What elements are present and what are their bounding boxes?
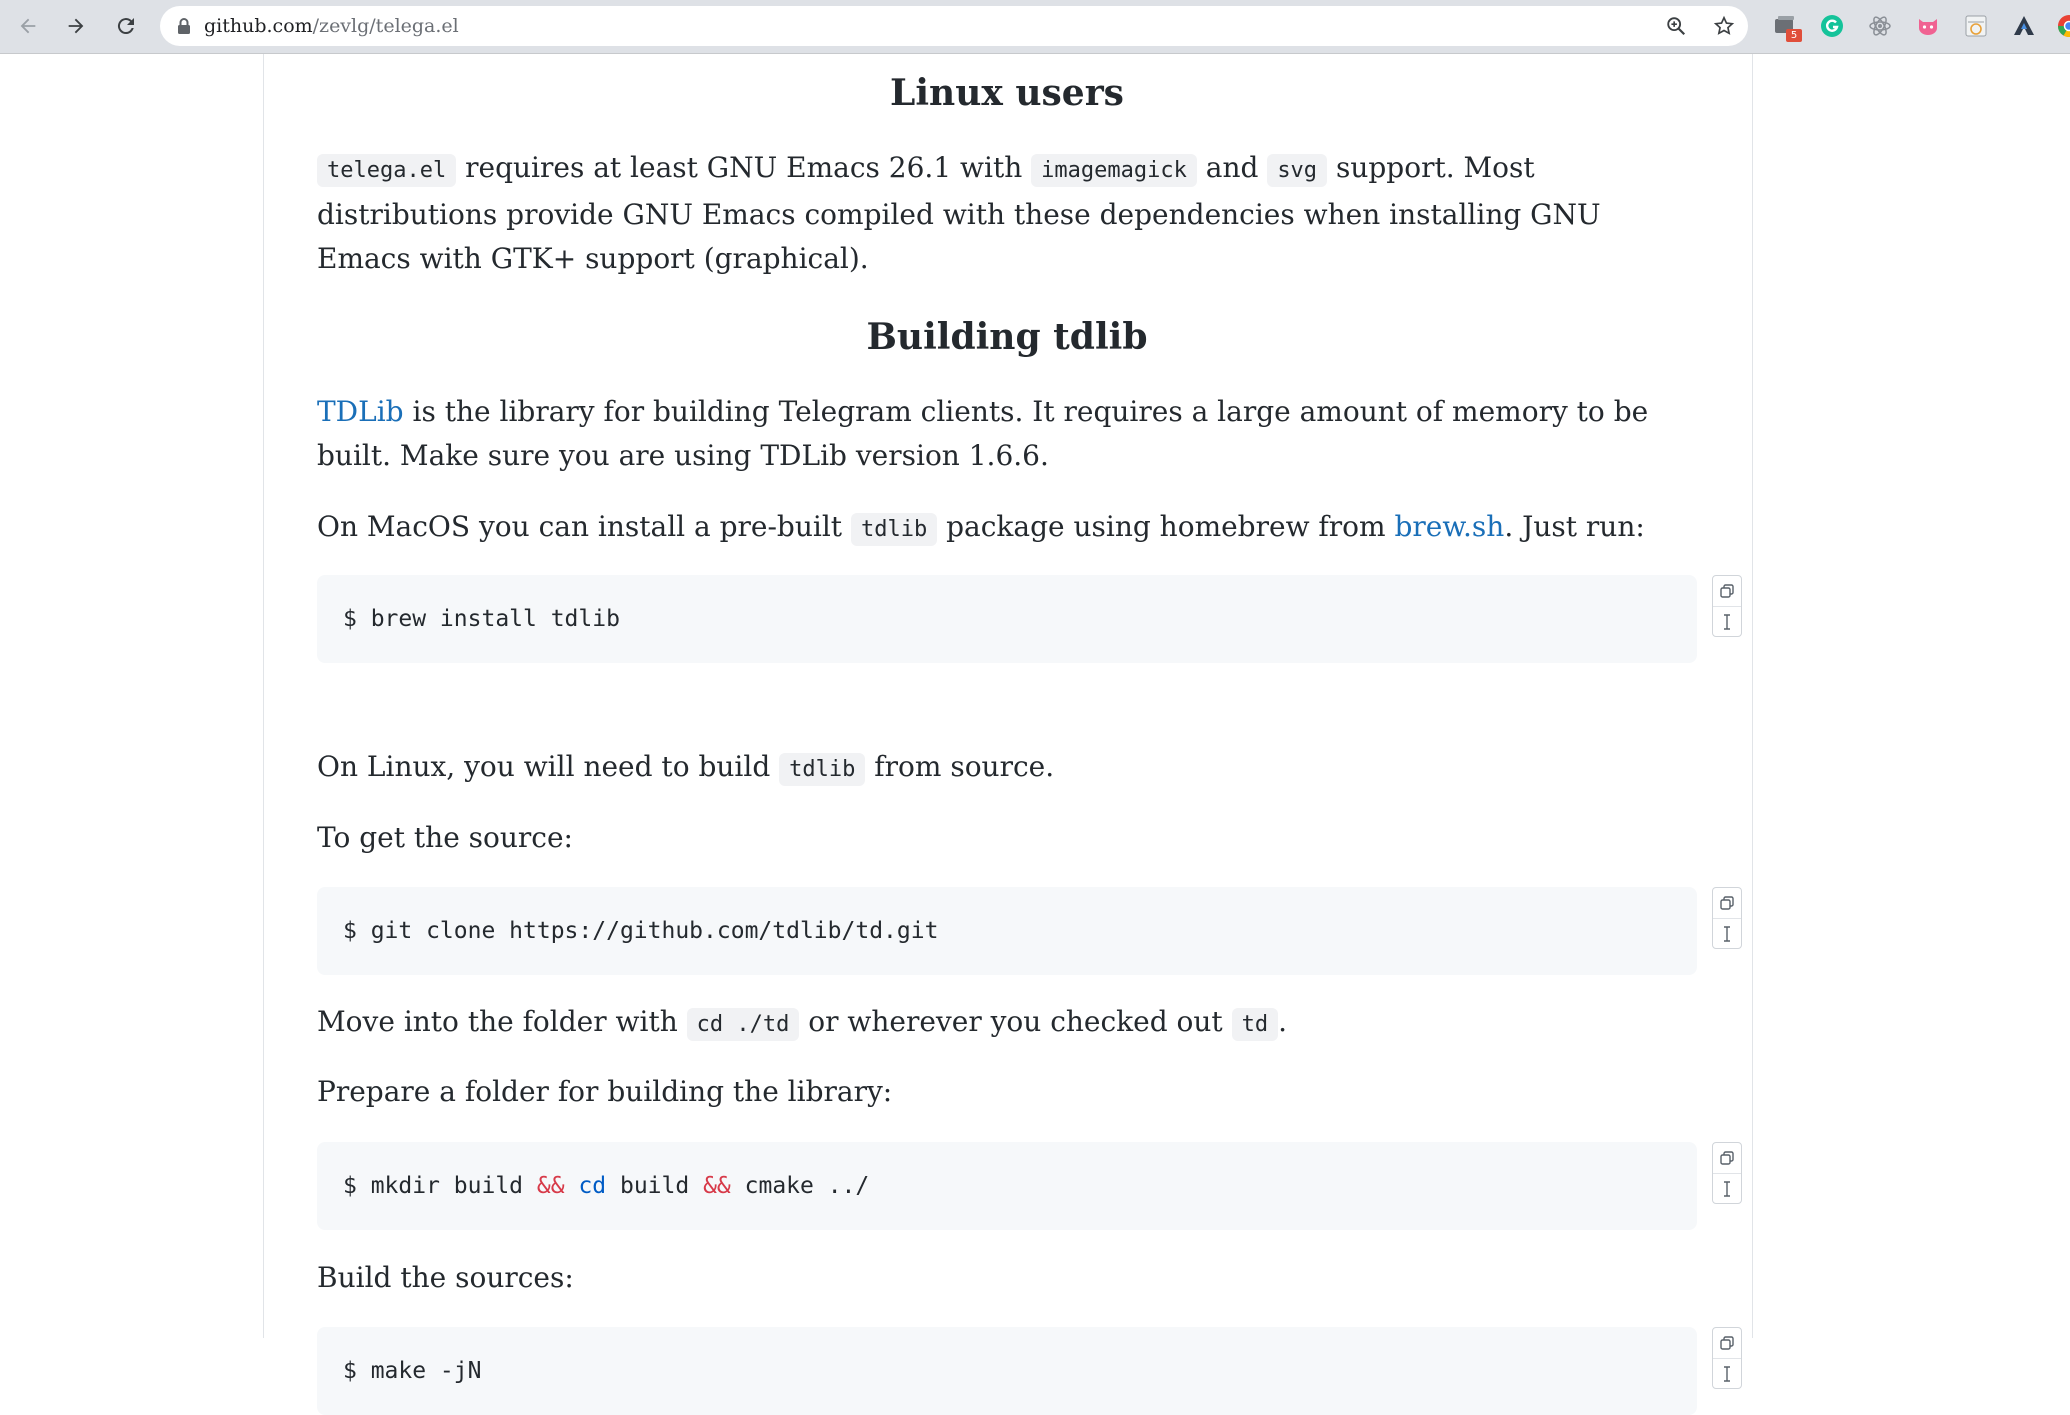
copy-button[interactable] — [1713, 1143, 1741, 1173]
paragraph-prepare-folder: Prepare a folder for building the library: — [317, 1070, 1697, 1114]
code-tools-3 — [1712, 1142, 1742, 1204]
code-block-make[interactable] — [317, 1327, 1697, 1415]
lock-icon — [176, 17, 192, 35]
text: package using homebrew from — [937, 510, 1394, 543]
code-token: $ mkdir build — [343, 1173, 537, 1199]
text-cursor-icon — [1721, 926, 1733, 942]
reload-icon — [114, 14, 138, 38]
copy-button[interactable] — [1713, 1328, 1741, 1358]
paragraph-build-sources: Build the sources: — [317, 1256, 1697, 1300]
text: and — [1197, 151, 1267, 184]
code-token: cmake ../ — [731, 1173, 869, 1199]
tdlib-link[interactable]: TDLib — [317, 395, 404, 428]
arrow-right-icon — [65, 15, 87, 37]
extension-tabs-button[interactable] — [1770, 11, 1800, 41]
inline-code-imagemagick: imagemagick — [1031, 154, 1197, 187]
code-text: $ brew install tdlib — [343, 606, 620, 632]
code-operator: && — [537, 1173, 565, 1199]
reload-button[interactable] — [106, 6, 146, 46]
select-text-button[interactable] — [1713, 1358, 1741, 1389]
content-border-right — [1752, 54, 1753, 1338]
browser-toolbar — [0, 0, 2070, 54]
text-cursor-icon — [1721, 1181, 1733, 1197]
extension-unix-button[interactable] — [1961, 11, 1991, 41]
forward-button[interactable] — [56, 6, 96, 46]
extension-chrome-button[interactable] — [2054, 11, 2070, 41]
inline-code-svg: svg — [1267, 154, 1327, 187]
zoom-icon — [1665, 15, 1687, 37]
url-text — [204, 15, 459, 37]
copy-icon — [1719, 1335, 1735, 1351]
extension-react-button[interactable] — [1865, 11, 1895, 41]
text: . — [1278, 1005, 1287, 1038]
text-cursor-icon — [1721, 1366, 1733, 1382]
back-button[interactable] — [8, 6, 48, 46]
copy-button[interactable] — [1713, 576, 1741, 606]
grammarly-icon — [1819, 13, 1845, 39]
code-text: $ git clone https://github.com/tdlib/td.git — [343, 918, 938, 944]
code-text: $ make -jN — [343, 1358, 481, 1384]
bookmark-star-button[interactable] — [1704, 6, 1744, 46]
heading-building-tdlib: Building tdlib — [317, 316, 1697, 358]
code-tools-1 — [1712, 575, 1742, 637]
paragraph-emacs-requirements — [317, 146, 1697, 281]
text: . Just run: — [1504, 510, 1644, 543]
paragraph-tdlib-intro — [317, 390, 1697, 478]
text: or wherever you checked out — [799, 1005, 1231, 1038]
chrome-icon — [2056, 13, 2070, 39]
unix-time-icon — [1963, 13, 1989, 39]
react-icon — [1867, 13, 1893, 39]
extension-octocat-button[interactable] — [1913, 11, 1943, 41]
extension-badge: 5 — [1786, 29, 1802, 42]
code-block-mkdir[interactable] — [317, 1142, 1697, 1230]
copy-icon — [1719, 895, 1735, 911]
inline-code-tdlib: tdlib — [851, 513, 937, 546]
url-path: /zevlg/telega.el — [313, 15, 459, 37]
extension-grammarly-button[interactable] — [1817, 11, 1847, 41]
text: Move into the folder with — [317, 1005, 687, 1038]
text: On Linux, you will need to build — [317, 750, 779, 783]
octocat-icon — [1915, 13, 1941, 39]
code-token — [565, 1173, 579, 1199]
inline-code-cd-td: cd ./td — [687, 1008, 800, 1041]
code-tools-2 — [1712, 887, 1742, 949]
text: is the library for building Telegram clients. It requires a large amount of memory to be built. Make sure you are using TDLib version 1.6.6. — [317, 395, 1648, 472]
text-cursor-icon — [1721, 614, 1733, 630]
code-tools-4 — [1712, 1327, 1742, 1389]
code-operator: && — [703, 1173, 731, 1199]
star-icon — [1713, 15, 1735, 37]
paragraph-get-source: To get the source: — [317, 816, 1697, 860]
select-text-button[interactable] — [1713, 606, 1741, 637]
extension-a-button[interactable] — [2009, 11, 2039, 41]
arrow-left-icon — [17, 15, 39, 37]
code-text — [343, 1173, 869, 1199]
copy-button[interactable] — [1713, 888, 1741, 918]
url-host: github.com — [204, 15, 313, 37]
text: requires at least GNU Emacs 26.1 with — [456, 151, 1031, 184]
text: support. Most distributions provide GNU Emacs compiled with these dependencies when installing GNU Emacs with GTK+ support (graphical). — [317, 151, 1601, 275]
paragraph-move-into-folder — [317, 1000, 1697, 1047]
triangle-logo-icon — [2011, 13, 2037, 39]
code-token: build — [606, 1173, 703, 1199]
paragraph-macos-install — [317, 505, 1697, 552]
address-bar[interactable] — [160, 6, 1748, 46]
code-block-git-clone[interactable] — [317, 887, 1697, 975]
copy-icon — [1719, 1150, 1735, 1166]
code-block-brew[interactable] — [317, 575, 1697, 663]
brew-link[interactable]: brew.sh — [1395, 510, 1505, 543]
heading-linux-users: Linux users — [317, 72, 1697, 114]
select-text-button[interactable] — [1713, 918, 1741, 949]
content-border-left — [263, 54, 264, 1338]
paragraph-linux-build — [317, 745, 1697, 792]
code-builtin: cd — [578, 1173, 606, 1199]
inline-code-tdlib-2: tdlib — [779, 753, 865, 786]
text: On MacOS you can install a pre-built — [317, 510, 851, 543]
copy-icon — [1719, 583, 1735, 599]
text: from source. — [865, 750, 1054, 783]
select-text-button[interactable] — [1713, 1173, 1741, 1204]
inline-code-telega: telega.el — [317, 154, 456, 187]
zoom-button[interactable] — [1656, 6, 1696, 46]
inline-code-td: td — [1232, 1008, 1279, 1041]
